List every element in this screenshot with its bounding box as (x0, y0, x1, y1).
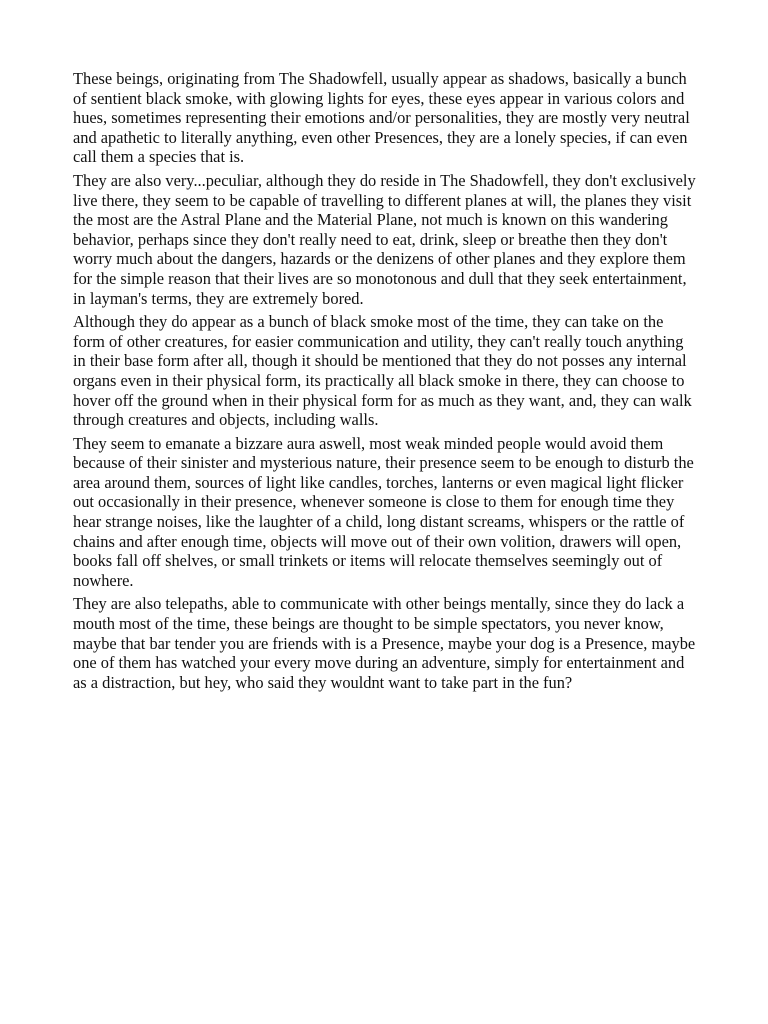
paragraph-2: They are also very...peculiar, although they do reside in The Shadowfell, they don't exclusively live there, they seem to be capable of travelling to different planes at will, the planes they visit the most are the Astral Plane and the Material Plane, not much is known on this wandering behavior, perhaps since they don't really need to eat, drink, sleep or breathe then they don't worry much about the dangers, hazards or the denizens of other planes and they explore them for the simple reason that their lives are so monotonous and dull that they seek entertainment, in layman's terms, they are extremely bored. (73, 170, 696, 308)
paragraph-1: These beings, originating from The Shadowfell, usually appear as shadows, basically a bunch of sentient black smoke, with glowing lights for eyes, these eyes appear in various colors and hues, sometimes representing their emotions and/or personalities, they are mostly very neutral and apathetic to literally anything, even other Presences, they are a lonely species, if can even call them a species that is. (73, 69, 690, 167)
paragraph-3: Although they do appear as a bunch of black smoke most of the time, they can take on the form of other creatures, for easier communication and utility, they can't really touch anything in their base form after all, though it should be mentioned that they do not posses any internal organs even in their physical form, its practically all black smoke in there, they can choose to hover off the ground when in their physical form for as much as they want, and, they can walk through creatures and objects, including walls. (73, 312, 692, 430)
paragraph-5: They are also telepaths, able to communicate with other beings mentally, since they do lack a mouth most of the time, these beings are thought to be simple spectators, you never know, maybe that bar tender you are friends with is a Presence, maybe your dog is a Presence, maybe one of them has watched your every move during an adventure, simply for entertainment and as a distraction, but hey, who said they wouldnt want to take part in the fun? (73, 594, 696, 692)
paragraph-4: They seem to emanate a bizzare aura aswell, most weak minded people would avoid them because of their sinister and mysterious nature, their presence seem to be enough to disturb the area around them, sources of light like candles, torches, lanterns or even magical light flicker out occasionally in their presence, whenever someone is close to them for enough time they hear strange noises, like the laughter of a child, long distant screams, whispers or the rattle of chains and after enough time, objects will move out of their own volition, drawers will open, books fall off shelves, or small trinkets or items will relocate themselves seemingly out of nowhere. (73, 433, 694, 590)
document-page (73, 69, 697, 696)
